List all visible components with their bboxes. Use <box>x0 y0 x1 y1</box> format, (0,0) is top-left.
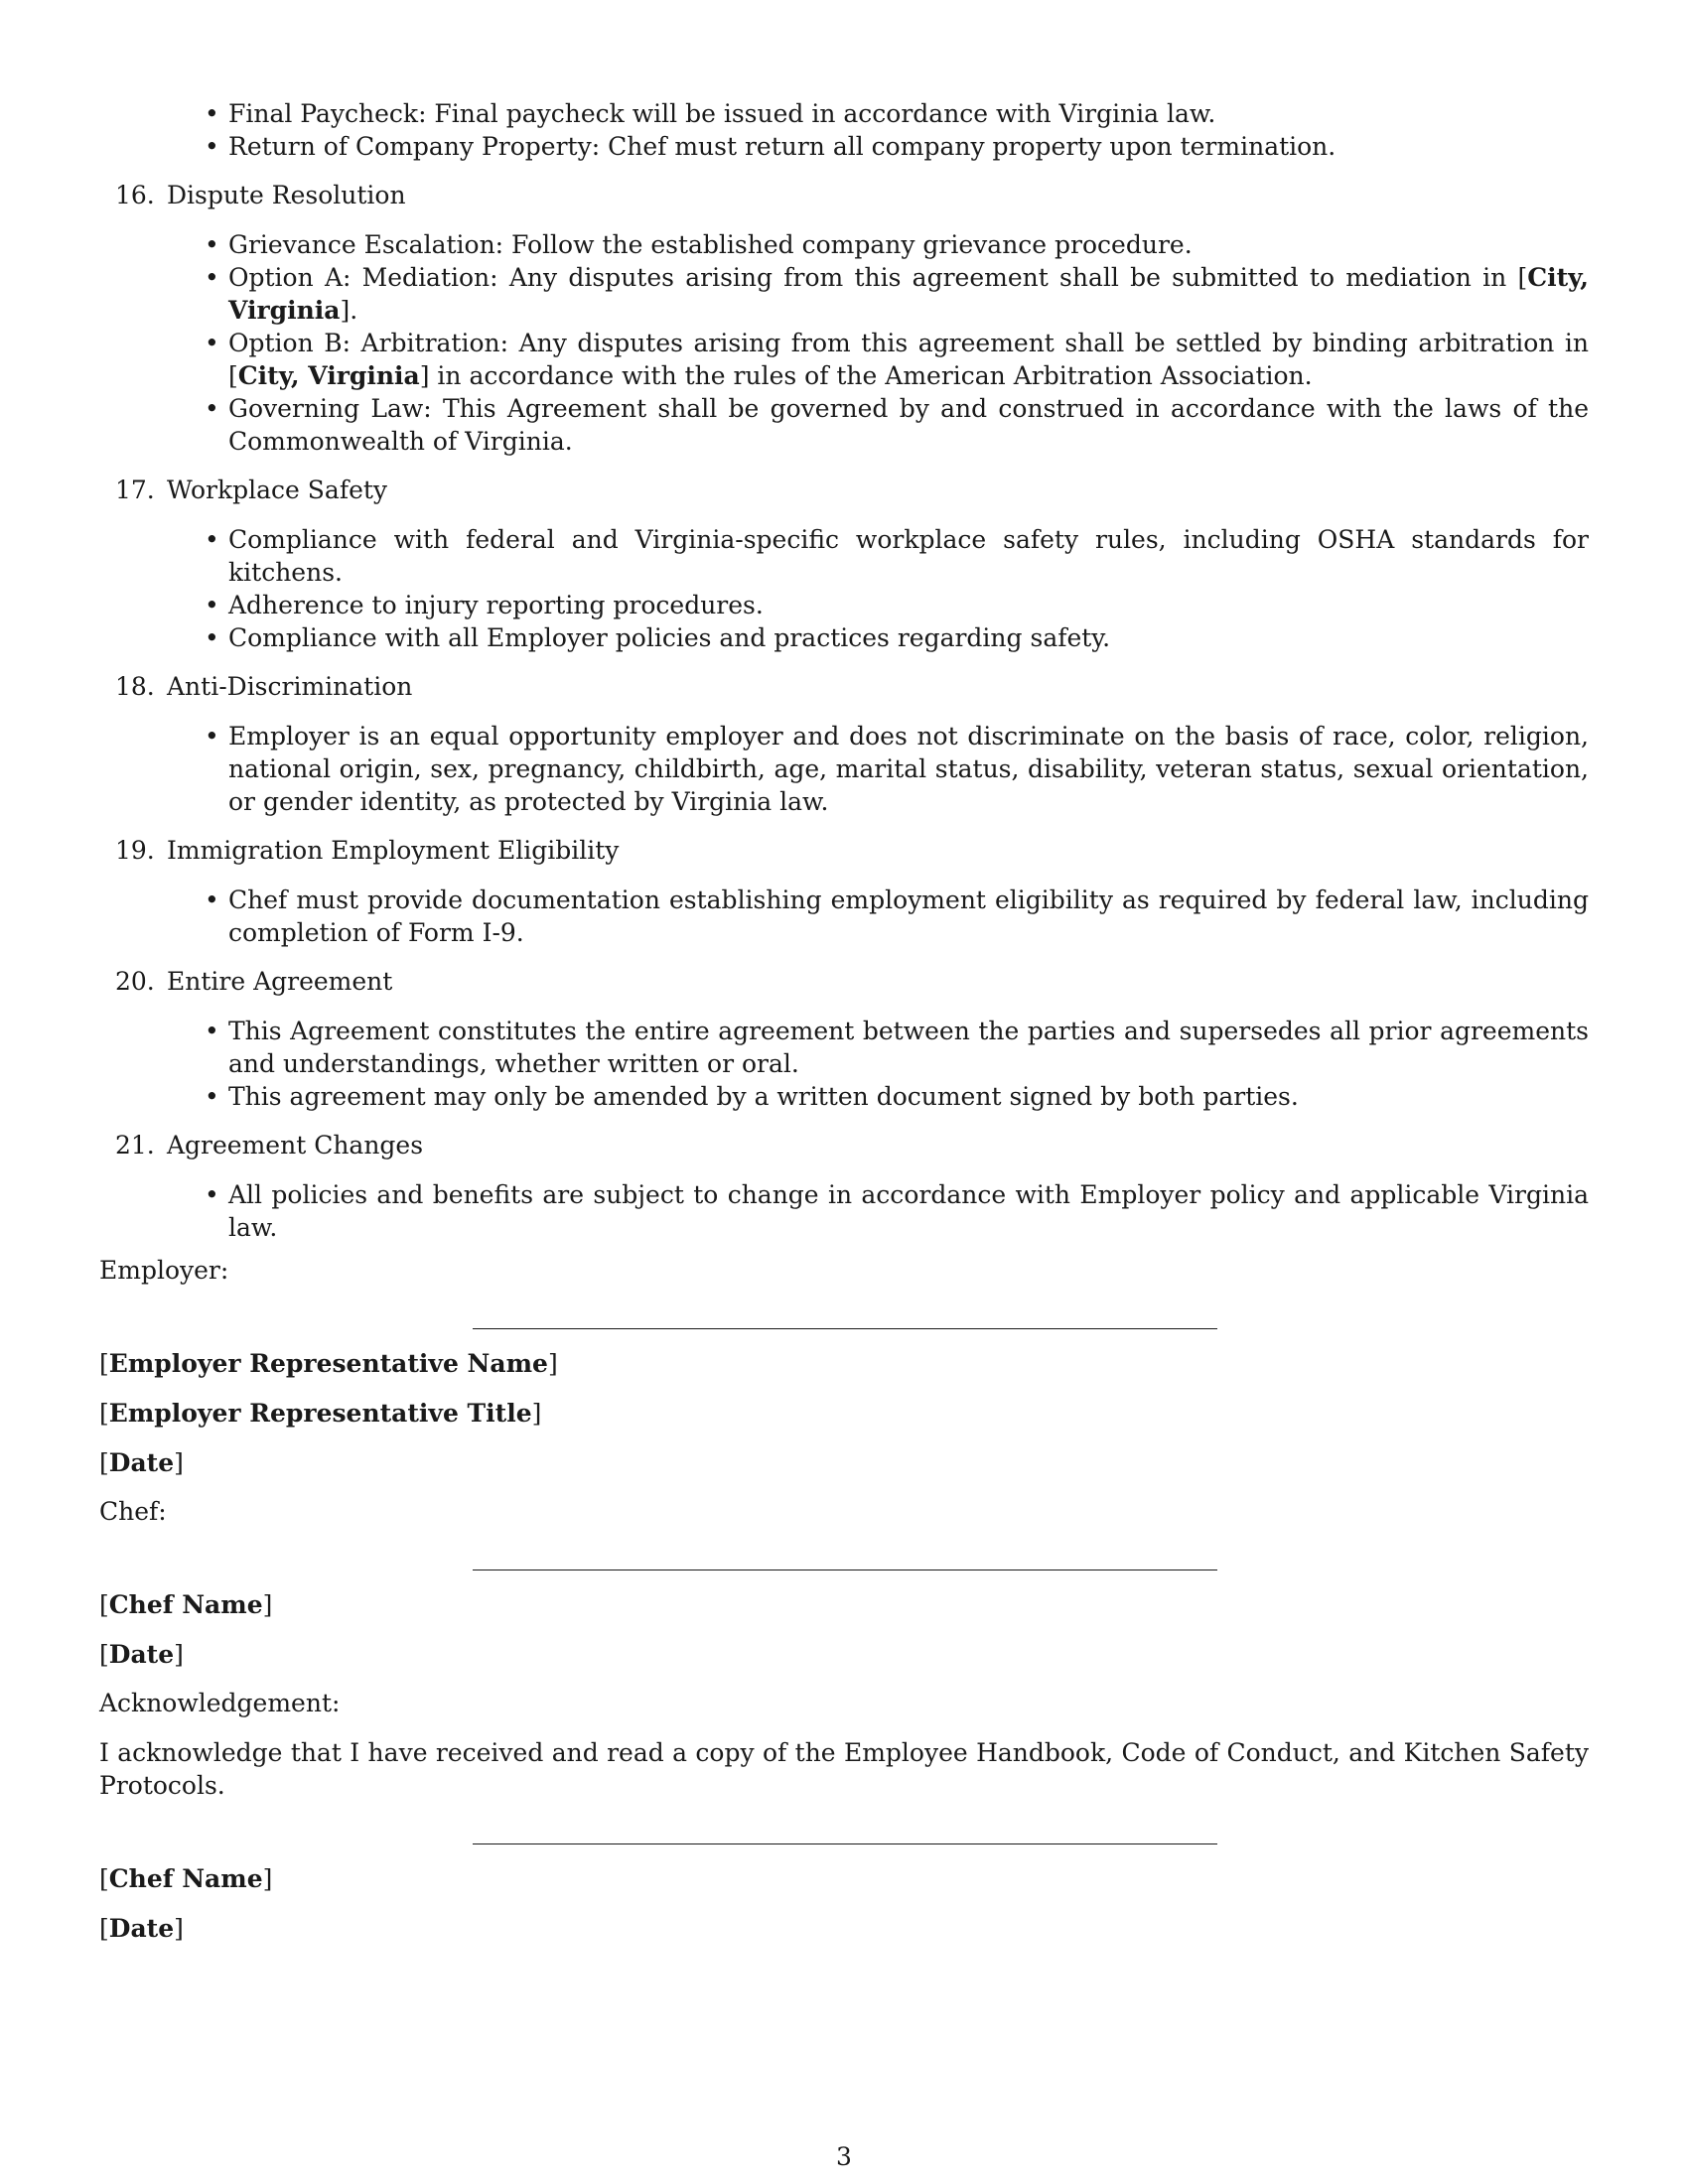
field-text: Chef Name <box>108 1590 263 1619</box>
list-item-text: Final Paycheck: Final paycheck will be issued in accordance with Virginia law. <box>228 99 1216 128</box>
list-item-text: Option B: Arbitration: Any disputes arising from this agreement shall be settled by binding arbitration in [ <box>228 329 1589 390</box>
section-title: Agreement Changes <box>167 1131 424 1160</box>
section-heading <box>99 670 1589 703</box>
bullet-icon: • <box>205 394 219 423</box>
section-heading <box>99 1129 1589 1161</box>
chef-name-field: [Chef Name] <box>99 1590 273 1619</box>
document-body <box>99 97 1589 1945</box>
list-item <box>205 228 1589 261</box>
bullet-icon: • <box>205 1180 219 1209</box>
acknowledgement-label: Acknowledgement: <box>99 1689 341 1717</box>
field-text: Date <box>108 1914 175 1943</box>
section-number: 21. <box>115 1131 155 1160</box>
section-number: 16. <box>115 181 155 209</box>
field-text: Date <box>108 1448 175 1477</box>
list-item <box>205 130 1589 163</box>
section-title: Dispute Resolution <box>167 181 406 209</box>
placeholder-location: City, Virginia <box>228 263 1589 325</box>
list-item-text: This agreement may only be amended by a written document signed by both parties. <box>228 1082 1299 1111</box>
employer-date-field: [Date] <box>99 1448 184 1477</box>
field-text: Employer Representative Title <box>108 1399 532 1428</box>
bullet-icon: • <box>205 525 219 554</box>
list-item-text: Employer is an equal opportunity employer and does not discriminate on the basis of race, color, religion, national origin, sex, pregnancy, childbirth, age, marital status, disability, veteran status, sexual orientation, or gender identity, as protected by Virginia law. <box>228 722 1589 816</box>
employer-signature-line <box>473 1328 1217 1329</box>
employer-rep-title-field: [Employer Representative Title] <box>99 1399 542 1428</box>
list-item-text: Governing Law: This Agreement shall be governed by and construed in accordance with the laws of the Commonwealth of Virginia. <box>228 394 1589 456</box>
list-item <box>205 720 1589 818</box>
termination-bullet-list <box>99 97 1589 163</box>
chef-date-field: [Date] <box>99 1640 184 1669</box>
list-item-text-continued: ]. <box>340 296 358 325</box>
acknowledgement-text: I acknowledge that I have received and read a copy of the Employee Handbook, Code of Conduct, and Kitchen Safety Protocols. <box>99 1738 1589 1800</box>
list-item-text: Compliance with all Employer policies and practices regarding safety. <box>228 623 1111 652</box>
section-bullet-list <box>99 720 1589 818</box>
list-item-text: Compliance with federal and Virginia-specific workplace safety rules, including OSHA standards for kitchens. <box>228 525 1589 587</box>
list-item-text: Adherence to injury reporting procedures. <box>228 591 764 619</box>
section-bullet-list <box>99 523 1589 654</box>
chef-label: Chef: <box>99 1497 167 1526</box>
acknowledgement-date-field: [Date] <box>99 1914 184 1943</box>
section-bullet-list <box>99 1015 1589 1113</box>
section-title: Entire Agreement <box>167 967 393 996</box>
list-item <box>205 1080 1589 1113</box>
page-number: 3 <box>836 2142 852 2171</box>
list-item-text: All policies and benefits are subject to change in accordance with Employer policy and applicable Virginia law. <box>228 1180 1589 1242</box>
bullet-icon: • <box>205 230 219 259</box>
bullet-icon: • <box>205 1082 219 1111</box>
list-item-text-continued: ] in accordance with the rules of the American Arbitration Association. <box>419 361 1313 390</box>
section-title: Anti-Discrimination <box>167 672 413 701</box>
list-item <box>205 392 1589 458</box>
placeholder-location: City, Virginia <box>237 361 420 390</box>
list-item <box>205 884 1589 949</box>
bullet-icon: • <box>205 623 219 652</box>
chef-signature-block <box>99 1495 1589 1671</box>
list-item-text: This Agreement constitutes the entire agreement between the parties and supersedes all prior agreements and understandings, whether written or oral. <box>228 1017 1589 1078</box>
acknowledgement-signature-line <box>473 1843 1217 1844</box>
field-text: Employer Representative Name <box>108 1349 548 1378</box>
list-item-text: Grievance Escalation: Follow the established company grievance procedure. <box>228 230 1193 259</box>
employer-rep-name-field: [Employer Representative Name] <box>99 1349 558 1378</box>
section-heading <box>99 834 1589 867</box>
section-heading <box>99 179 1589 211</box>
field-text: Chef Name <box>108 1864 263 1893</box>
bullet-icon: • <box>205 329 219 357</box>
list-item-text: Return of Company Property: Chef must return all company property upon termination. <box>228 132 1336 161</box>
bullet-icon: • <box>205 886 219 914</box>
section-heading <box>99 474 1589 506</box>
list-item <box>205 327 1589 392</box>
section-title: Immigration Employment Eligibility <box>167 836 620 865</box>
acknowledgement-block <box>99 1687 1589 1945</box>
list-item <box>205 589 1589 621</box>
section-bullet-list <box>99 1178 1589 1244</box>
employer-signature-block <box>99 1254 1589 1479</box>
list-item <box>205 621 1589 654</box>
list-item-text: Chef must provide documentation establishing employment eligibility as required by federal law, including completion of Form I-9. <box>228 886 1589 947</box>
bullet-icon: • <box>205 722 219 751</box>
list-item-text: Option A: Mediation: Any disputes arising from this agreement shall be submitted to mediation in [ <box>228 263 1528 292</box>
acknowledgement-chef-name-field: [Chef Name] <box>99 1864 273 1893</box>
section-bullet-list <box>99 228 1589 458</box>
bullet-icon: • <box>205 1017 219 1045</box>
section-number: 17. <box>115 476 155 504</box>
field-text: Date <box>108 1640 175 1669</box>
list-item <box>205 1015 1589 1080</box>
section-number: 20. <box>115 967 155 996</box>
section-title: Workplace Safety <box>167 476 388 504</box>
section-number: 18. <box>115 672 155 701</box>
section-number: 19. <box>115 836 155 865</box>
employer-label: Employer: <box>99 1256 229 1285</box>
numbered-sections <box>99 179 1589 1244</box>
bullet-icon: • <box>205 591 219 619</box>
section-heading <box>99 965 1589 998</box>
list-item <box>205 523 1589 589</box>
list-item <box>205 261 1589 327</box>
list-item <box>205 1178 1589 1244</box>
bullet-icon: • <box>205 263 219 292</box>
bullet-icon: • <box>205 132 219 161</box>
bullet-icon: • <box>205 99 219 128</box>
section-bullet-list <box>99 884 1589 949</box>
list-item <box>205 97 1589 130</box>
